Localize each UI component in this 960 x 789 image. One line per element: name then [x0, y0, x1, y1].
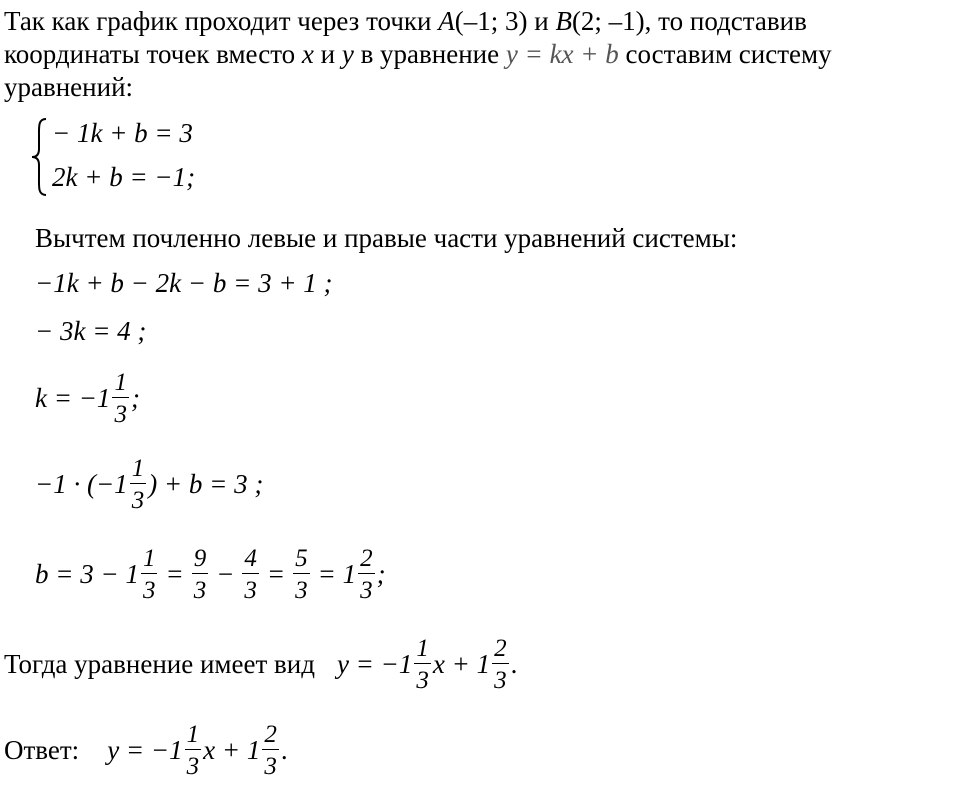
fraction-numerator: 2: [264, 721, 277, 748]
fraction: [185, 722, 202, 779]
fraction-denominator: 3: [142, 577, 156, 604]
step-3-left: k = −1: [35, 383, 111, 413]
result-eq-left: y = −1: [336, 649, 413, 679]
minus-sign: −: [216, 559, 235, 589]
result-eq-mid: x + 1: [432, 649, 491, 679]
fraction: [130, 456, 147, 513]
step-1: −1k + b − 2k − b = 3 + 1 ;: [35, 268, 333, 298]
step-3-end: ;: [130, 383, 140, 413]
fraction-denominator: 3: [295, 577, 308, 604]
point-a-label: A: [438, 6, 455, 36]
result-eq-end: .: [510, 649, 518, 679]
fraction-denominator: 3: [193, 577, 207, 604]
step-5: [35, 546, 386, 603]
answer-eq-left: y = −1: [107, 735, 183, 765]
system-brace-icon: [30, 117, 48, 197]
fraction-numerator: 4: [244, 545, 257, 572]
var-y: y: [341, 39, 354, 69]
answer-line: [4, 722, 288, 779]
conjunction: и: [527, 6, 556, 36]
fraction-denominator: 3: [416, 667, 429, 694]
fraction: [492, 636, 509, 693]
step-5-end: ;: [376, 559, 386, 589]
system-equation-1: − 1k + b = 3: [52, 118, 193, 148]
subtract-instruction: Вычтем почленно левые и правые части уравнений системы:: [35, 223, 738, 253]
fraction-denominator: 3: [494, 667, 507, 694]
fraction-denominator: 3: [114, 401, 127, 428]
point-b-coords: (2; –1): [571, 6, 645, 36]
step-4-right: ) + b = 3 ;: [148, 469, 264, 499]
fraction: [414, 636, 431, 693]
result-text: Тогда уравнение имеет вид: [4, 649, 315, 679]
intro-line-1: [4, 4, 807, 38]
equals-one: = 1: [317, 559, 357, 589]
fraction-numerator: 1: [416, 635, 429, 662]
intro-text: уравнений:: [4, 72, 134, 102]
equals-sign: =: [266, 559, 286, 589]
fraction: [192, 546, 209, 603]
step-4-left: −1 · (−1: [35, 469, 128, 499]
linear-equation: y = kx + b: [505, 39, 619, 69]
intro-line-2: [4, 37, 832, 71]
fraction-numerator: 1: [131, 455, 145, 482]
point-b-label: B: [555, 6, 572, 36]
var-x: x: [301, 39, 314, 69]
fraction-numerator: 1: [142, 545, 156, 572]
intro-text: в уравнение: [353, 39, 506, 69]
equals-sign: =: [165, 559, 184, 589]
conjunction: и: [313, 39, 342, 69]
intro-text: , то подставив: [644, 6, 807, 36]
answer-eq-mid: x + 1: [203, 735, 261, 765]
step-4: [35, 456, 263, 513]
fraction-numerator: 5: [295, 545, 308, 572]
fraction: [112, 370, 129, 427]
fraction-denominator: 3: [264, 753, 277, 780]
intro-text: составим систему: [618, 39, 832, 69]
fraction: [242, 546, 259, 603]
fraction-numerator: 9: [193, 545, 207, 572]
step-2: − 3k = 4 ;: [35, 316, 147, 346]
fraction-numerator: 2: [494, 635, 507, 662]
fraction-denominator: 3: [186, 753, 200, 780]
fraction-numerator: 1: [186, 721, 200, 748]
answer-label: Ответ:: [4, 735, 80, 765]
fraction: [293, 546, 310, 603]
system-equation-2: 2k + b = −1;: [52, 162, 196, 192]
fraction-denominator: 3: [131, 487, 145, 514]
fraction: [358, 546, 375, 603]
point-a-coords: (–1; 3): [454, 6, 528, 36]
step-5-left: b = 3 − 1: [35, 559, 139, 589]
intro-text: Так как график проходит через точки: [4, 6, 439, 36]
result-line: [4, 636, 517, 693]
fraction: [262, 722, 279, 779]
fraction-denominator: 3: [244, 577, 257, 604]
fraction: [141, 546, 158, 603]
intro-line-3: [4, 70, 133, 104]
intro-text: координаты точек вместо: [4, 39, 302, 69]
fraction-numerator: 2: [360, 545, 373, 572]
fraction-denominator: 3: [360, 577, 373, 604]
fraction-numerator: 1: [114, 369, 127, 396]
answer-eq-end: .: [280, 735, 288, 765]
step-3: [35, 370, 140, 427]
